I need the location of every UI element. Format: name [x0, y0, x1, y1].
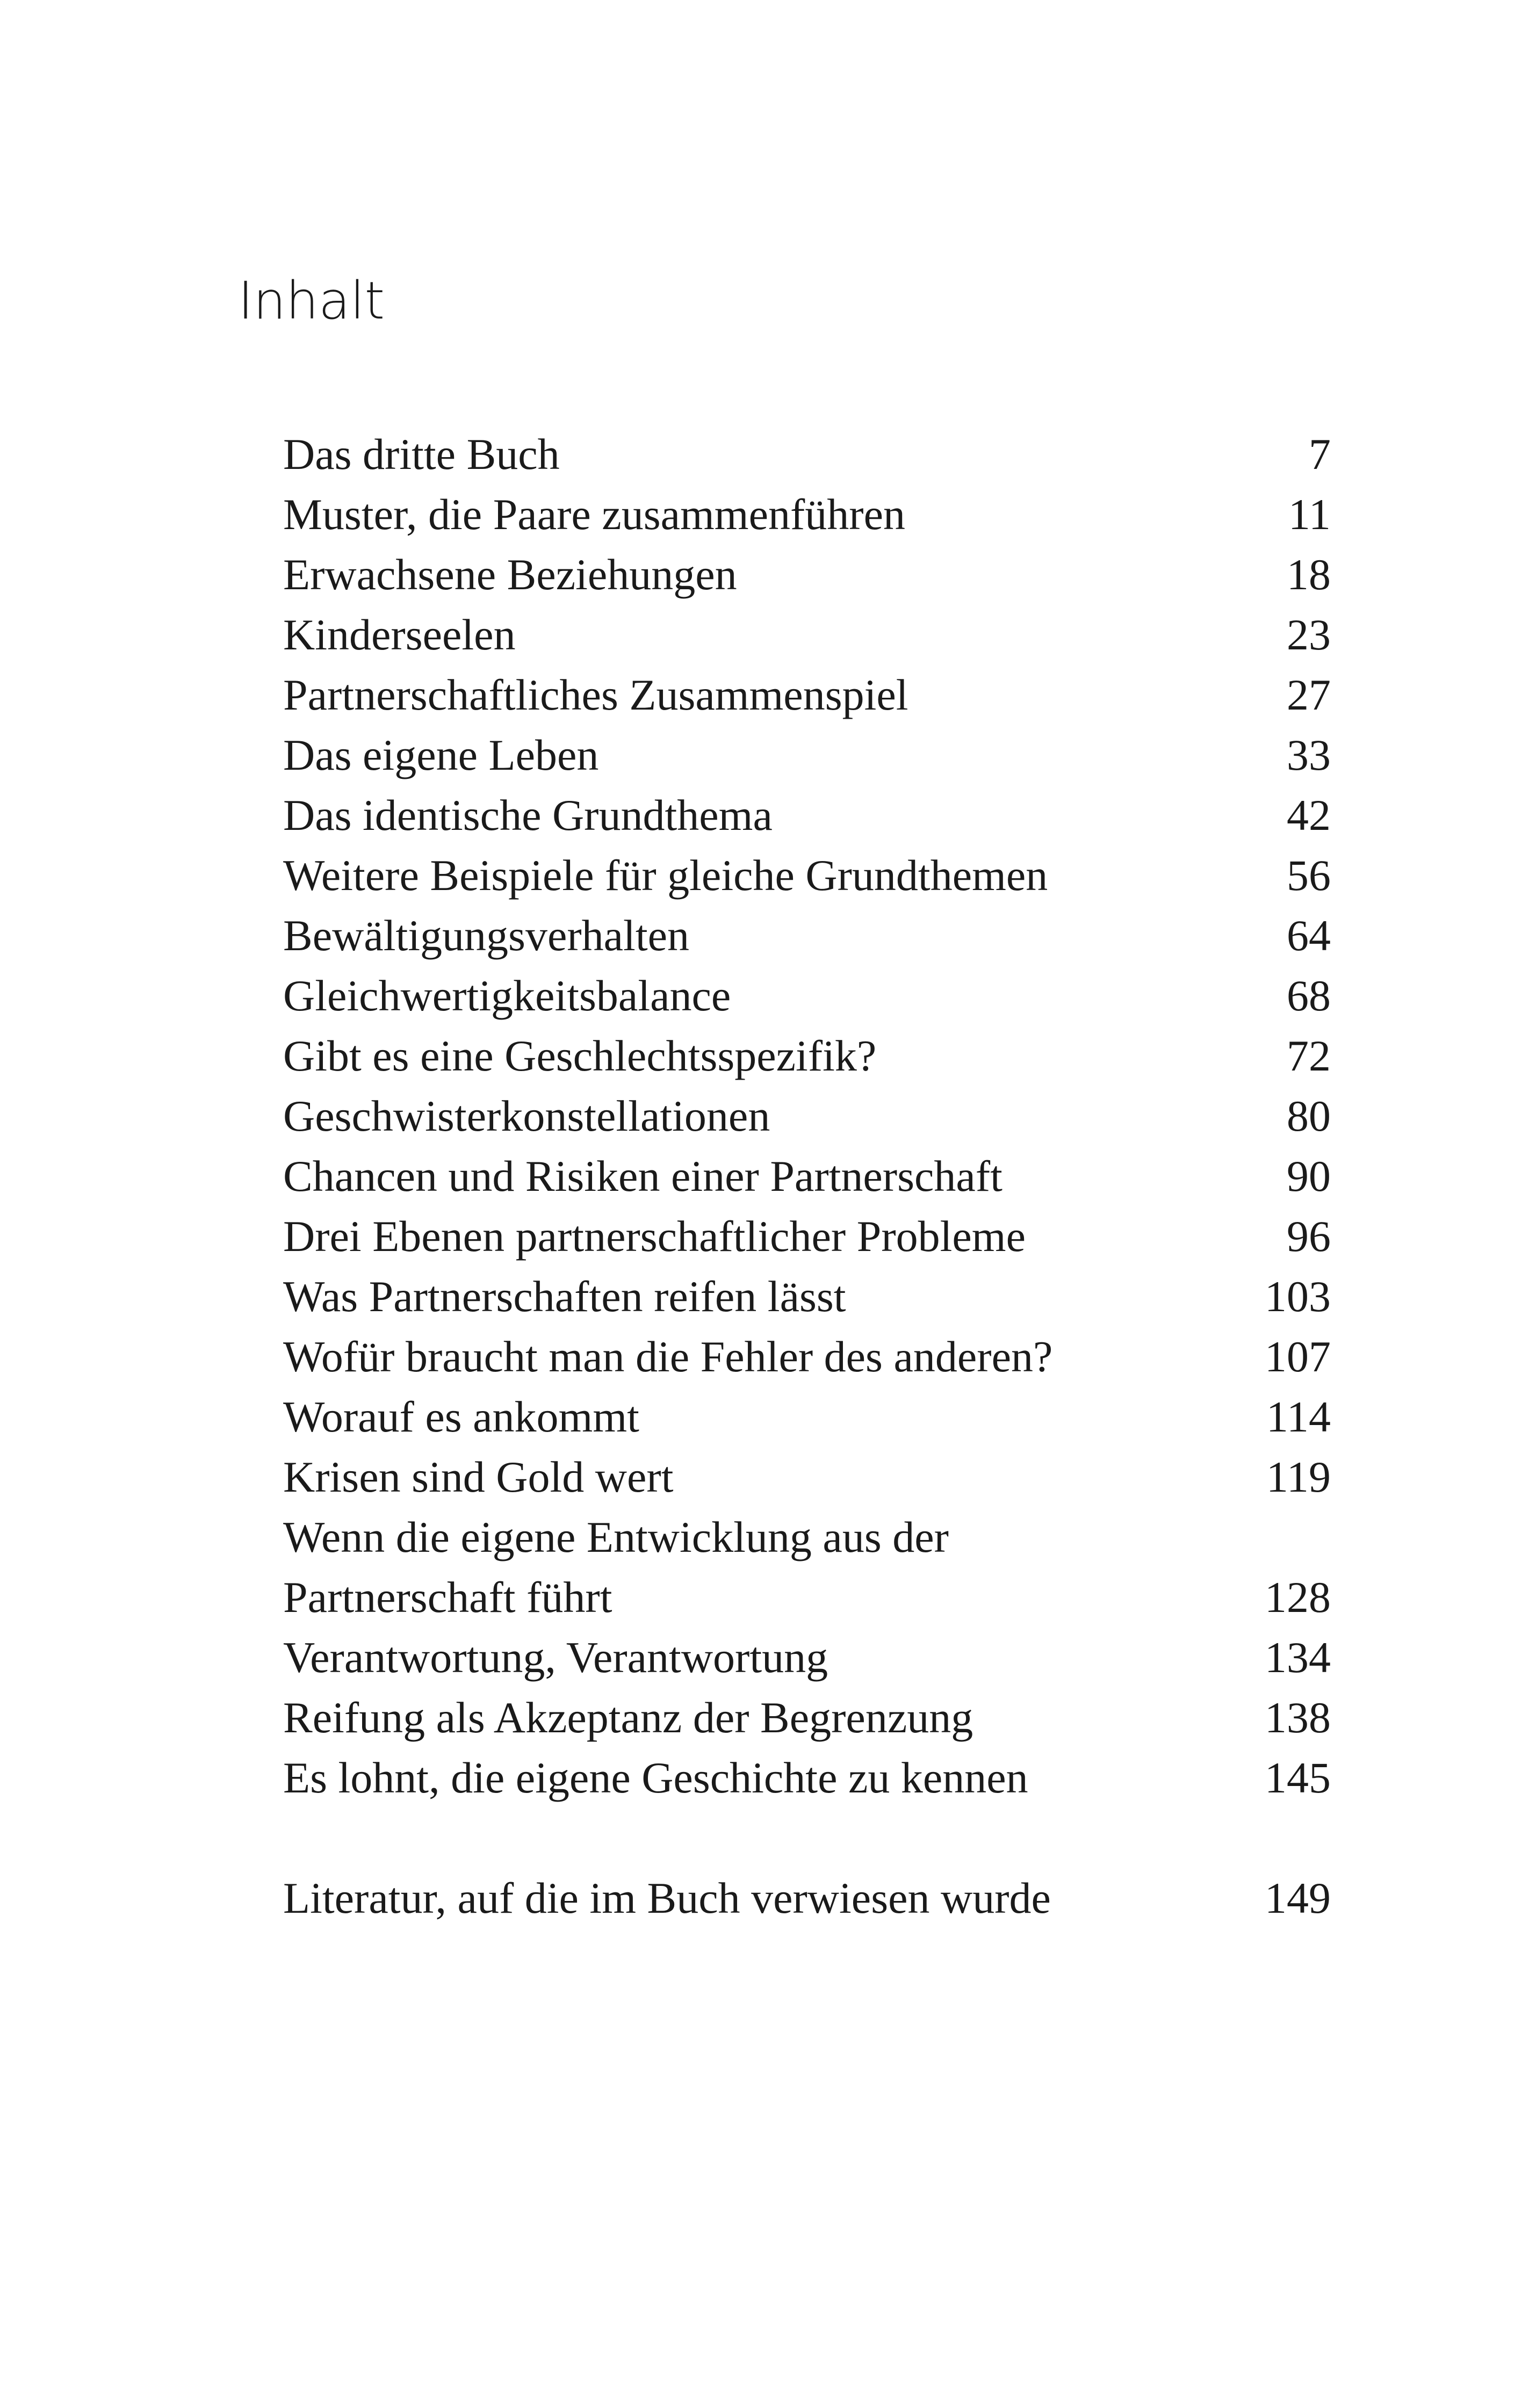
toc-entry[interactable] [283, 605, 1331, 665]
toc-entry-title: Es lohnt, die eigene Geschichte zu kennen [283, 1753, 1028, 1802]
toc-entry[interactable] [283, 424, 1331, 485]
toc-entry-page: 11 [1288, 490, 1331, 539]
toc-entry-page: 114 [1266, 1392, 1331, 1441]
toc-entry-page: 7 [1309, 430, 1331, 479]
toc-entry[interactable] [283, 665, 1331, 725]
toc-entry-page: 138 [1265, 1693, 1331, 1742]
toc-entry-page: 56 [1287, 851, 1331, 900]
toc-entry-page: 103 [1265, 1272, 1331, 1321]
toc-entry-title: Gibt es eine Geschlechtsspezifik? [283, 1031, 877, 1080]
toc-entry-title: Literatur, auf die im Buch verwiesen wurde [283, 1874, 1051, 1922]
toc-entry-title: Wofür braucht man die Fehler des anderen? [283, 1332, 1053, 1381]
toc-entry[interactable] [283, 1688, 1331, 1748]
toc-entry[interactable] [283, 966, 1331, 1026]
toc-entry-title: Verantwortung, Verantwortung [283, 1633, 828, 1682]
toc-entry-title: Das identische Grundthema [283, 791, 773, 840]
toc-entry[interactable] [283, 845, 1331, 906]
toc-entry-page: 33 [1287, 731, 1331, 779]
toc-entry-title: Wenn die eigene Entwicklung aus der [283, 1513, 949, 1561]
toc-entry-page: 80 [1287, 1091, 1331, 1140]
toc-entry-bibliography[interactable] [283, 1868, 1331, 1928]
toc-entry-page: 18 [1287, 550, 1331, 599]
toc-entry-page: 23 [1287, 610, 1331, 659]
toc-entry[interactable] [283, 1327, 1331, 1387]
toc-entry-title: Krisen sind Gold wert [283, 1452, 674, 1501]
page-title: Inhalt [238, 271, 385, 331]
toc-entry[interactable] [283, 1447, 1331, 1507]
toc-entry-title: Erwachsene Beziehungen [283, 550, 737, 599]
toc-entry-title: Drei Ebenen partnerschaftlicher Probleme [283, 1212, 1026, 1261]
toc-entry-page: 149 [1265, 1874, 1331, 1922]
toc-entry-page: 128 [1265, 1573, 1331, 1622]
toc-entry-page: 68 [1287, 971, 1331, 1020]
toc-entry[interactable] [283, 1026, 1331, 1086]
toc-entry-title: Weitere Beispiele für gleiche Grundthemen [283, 851, 1048, 900]
toc-entry-page: 107 [1265, 1332, 1331, 1381]
toc-entry-page: 145 [1265, 1753, 1331, 1802]
toc-entry-page: 119 [1266, 1452, 1331, 1501]
toc-entry[interactable] [283, 1267, 1331, 1327]
toc-entry[interactable] [283, 1507, 1331, 1628]
toc-entry-title: Was Partnerschaften reifen lässt [283, 1272, 846, 1321]
toc-entry-title: Das eigene Leben [283, 731, 599, 779]
toc-entry[interactable] [283, 1628, 1331, 1688]
table-of-contents [283, 424, 1331, 1928]
toc-entry[interactable] [283, 906, 1331, 966]
toc-entry-page: 64 [1287, 911, 1331, 960]
toc-entry-page: 72 [1287, 1031, 1331, 1080]
toc-entry[interactable] [283, 485, 1331, 545]
toc-entry-title: Gleichwertigkeitsbalance [283, 971, 731, 1020]
toc-entry-title: Partnerschaftliches Zusammenspiel [283, 670, 908, 719]
toc-entry-page: 134 [1265, 1633, 1331, 1682]
toc-entry-page: 96 [1287, 1212, 1331, 1261]
toc-entry-page: 42 [1287, 791, 1331, 840]
toc-entry-title: Bewältigungsverhalten [283, 911, 690, 960]
toc-entry[interactable] [283, 1086, 1331, 1146]
toc-entry-title: Kinderseelen [283, 610, 516, 659]
toc-entry-page: 27 [1287, 670, 1331, 719]
toc-entry-title: Worauf es ankommt [283, 1392, 639, 1441]
toc-entry[interactable] [283, 725, 1331, 785]
toc-entry-title: Das dritte Buch [283, 430, 560, 479]
toc-entry[interactable] [283, 545, 1331, 605]
toc-entry[interactable] [283, 1206, 1331, 1267]
toc-entry-title: Muster, die Paare zusammenführen [283, 490, 905, 539]
toc-entry[interactable] [283, 785, 1331, 845]
toc-entry-page: 90 [1287, 1152, 1331, 1201]
toc-entry-title: Reifung als Akzeptanz der Begrenzung [283, 1693, 973, 1742]
toc-entry[interactable] [283, 1387, 1331, 1447]
toc-entry-title: Partnerschaft führt [283, 1573, 612, 1622]
toc-entry[interactable] [283, 1748, 1331, 1808]
toc-entry-title: Chancen und Risiken einer Partnerschaft [283, 1152, 1002, 1201]
toc-entry-title: Geschwisterkonstellationen [283, 1091, 770, 1140]
toc-entry[interactable] [283, 1146, 1331, 1206]
